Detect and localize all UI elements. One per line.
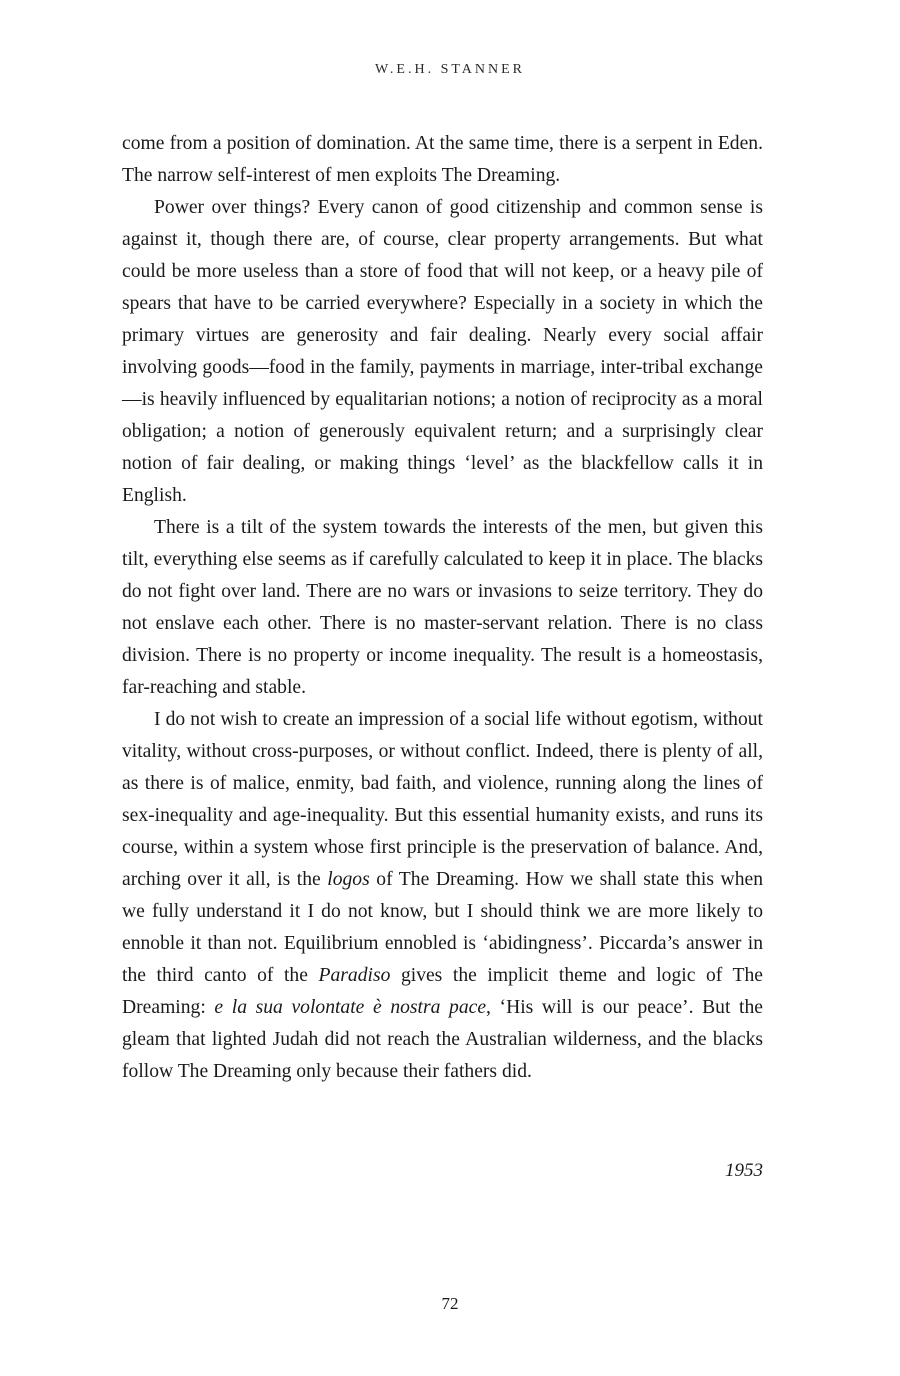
paragraph: [122, 512, 763, 704]
paragraph: [122, 192, 763, 512]
italic-text: e la sua volontate è nostra pace: [214, 997, 487, 1018]
paragraph-text: of The Dreaming. How we shall state this when we fully understand it I do not know, but I should think we are more likely to ennoble it than not. Equilibrium ennobled is ‘abidingness’. Piccarda’s answer in the third canto of the: [122, 869, 763, 986]
essay-date: 1953: [725, 1160, 763, 1181]
paragraph-text: , ‘His will is our peace’. But the gleam that lighted Judah did not reach the Australian wilderness, and the blacks follow The Dreaming only because their fathers did.: [122, 997, 763, 1082]
paragraph: [122, 128, 763, 192]
paragraph: [122, 704, 763, 1088]
paragraph-text: There is a tilt of the system towards the interests of the men, but given this tilt, everything else seems as if carefully calculated to keep it in place. The blacks do not fight over land. There are no wars or invasions to seize territory. They do not enslave each other. There is no master-servant relation. There is no class division. There is no property or income inequality. The result is a homeostasis, far-reaching and stable.: [122, 517, 763, 698]
italic-text: logos: [327, 869, 370, 890]
paragraph-text: gives the implicit theme and logic of The Dreaming:: [122, 965, 763, 1018]
page-number: 72: [441, 1294, 459, 1313]
paragraph-text: I do not wish to create an impression of a social life without egotism, without vitality, without cross-purposes, or without conflict. Indeed, there is plenty of all, as there is of malice, enmity, bad faith, and violence, running along the lines of sex-inequality and age-inequality. But this essential humanity exists, and runs its course, within a system whose first principle is the preservation of balance. And, arching over it all, is the: [122, 709, 763, 890]
paragraph-text: come from a position of domination. At the same time, there is a serpent in Eden. The narrow self-interest of men exploits The Dreaming.: [122, 133, 763, 186]
running-head: W.E.H. STANNER: [374, 62, 526, 77]
paragraph-text: Power over things? Every canon of good citizenship and common sense is against it, though there are, of course, clear property arrangements. But what could be more useless than a store of food that will not keep, or a heavy pile of spears that have to be carried everywhere? Especially in a society in which the primary virtues are generosity and fair dealing. Nearly every social affair involving goods—food in the family, payments in marriage, inter-tribal exchange—is heavily influenced by equalitarian notions; a notion of reciprocity as a moral obligation; a notion of generously equivalent return; and a surprisingly clear notion of fair dealing, or making things ‘level’ as the blackfellow calls it in English.: [122, 197, 763, 506]
italic-text: Paradiso: [318, 965, 391, 986]
body-text: [122, 128, 763, 1088]
